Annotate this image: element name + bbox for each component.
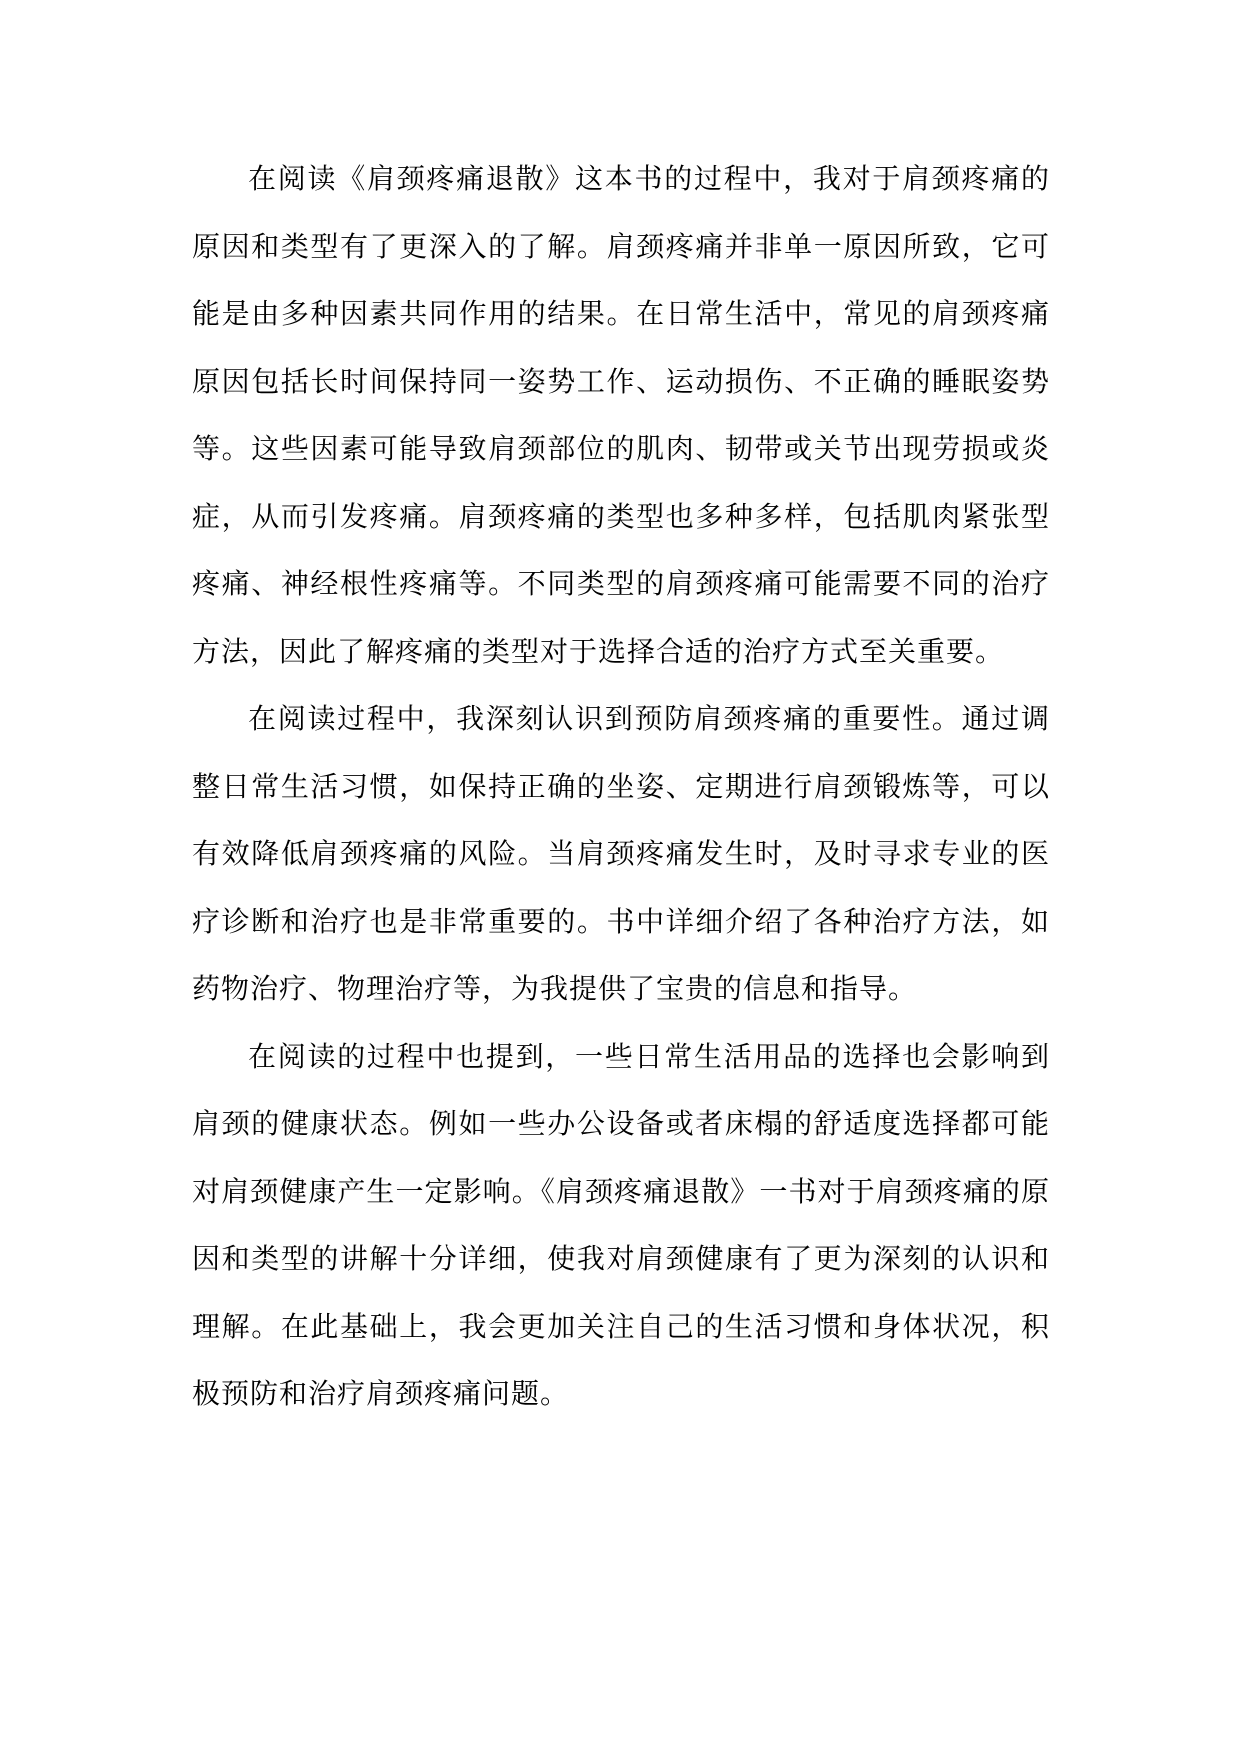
document-body <box>192 145 1050 1428</box>
paragraph-daily-items: 在阅读的过程中也提到，一些日常生活用品的选择也会影响到肩颈的健康状态。例如一些办公设备或者床榻的舒适度选择都可能对肩颈健康产生一定影响。《肩颈疼痛退散》一书对于肩颈疼痛的原因和类型的讲解十分详细，使我对肩颈健康有了更为深刻的认识和理解。在此基础上，我会更加关注自己的生活习惯和身体状况，积极预防和治疗肩颈疼痛问题。 <box>192 1039 1050 1410</box>
paragraph-causes-and-types: 在阅读《肩颈疼痛退散》这本书的过程中，我对于肩颈疼痛的原因和类型有了更深入的了解。肩颈疼痛并非单一原因所致，它可能是由多种因素共同作用的结果。在日常生活中，常见的肩颈疼痛原因包括长时间保持同一姿势工作、运动损伤、不正确的睡眠姿势等。这些因素可能导致肩颈部位的肌肉、韧带或关节出现劳损或炎症，从而引发疼痛。肩颈疼痛的类型也多种多样，包括肌肉紧张型疼痛、神经根性疼痛等。不同类型的肩颈疼痛可能需要不同的治疗方法，因此了解疼痛的类型对于选择合适的治疗方式至关重要。 <box>192 162 1050 668</box>
paragraph-prevention: 在阅读过程中，我深刻认识到预防肩颈疼痛的重要性。通过调整日常生活习惯，如保持正确的坐姿、定期进行肩颈锻炼等，可以有效降低肩颈疼痛的风险。当肩颈疼痛发生时，及时寻求专业的医疗诊断和治疗也是非常重要的。书中详细介绍了各种治疗方法，如药物治疗、物理治疗等，为我提供了宝贵的信息和指导。 <box>192 702 1050 1005</box>
